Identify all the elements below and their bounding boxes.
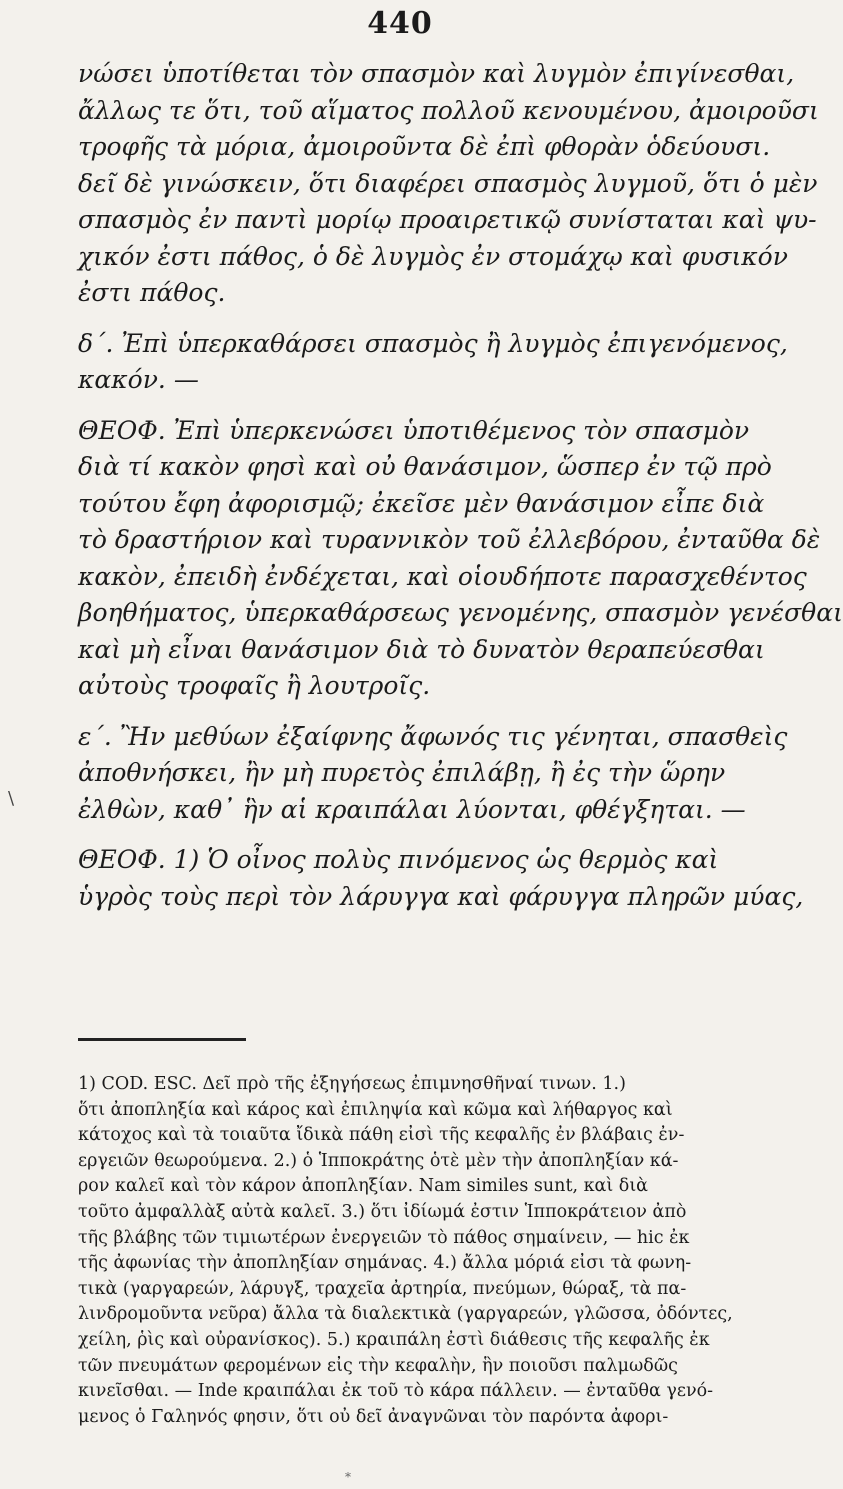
text-line: τούτου ἔφη ἀφορισμῷ; ἐκεῖσε μὲν θανάσιμον εἶπε διὰ — [78, 488, 765, 518]
text-line: δ΄. Ἐπὶ ὑπερκαθάρσει σπασμὸς ἢ λυγμὸς ἐπιγενόμενος, — [78, 328, 788, 358]
aphorism-4 — [78, 326, 788, 399]
text-line: ἐλθὼν, καθ᾽ ἣν αἱ κραιπάλαι λύονται, φθέγξηται. — — [78, 794, 746, 824]
footnote-line: τοῦτο ἀμφαλλὰξ αὐτὰ καλεῖ. 3.) ὅτι ἰδίωμά ἐστιν Ἱπποκράτειον ἀπὸ — [78, 1201, 687, 1222]
text-line: ἀποθνήσκει, ἢν μὴ πυρετὸς ἐπιλάβῃ, ἢ ἐς τὴν ὥρην — [78, 758, 726, 787]
text-line: βοηθήματος, ὑπερκαθάρσεως γενομένης, σπασμὸν γενέσθαι — [78, 598, 843, 627]
text-line: ΘΕΟΦ. Ἐπὶ ὑπερκενώσει ὑποτιθέμενος τὸν σπασμὸν — [78, 415, 750, 445]
text-line: ἄλλως τε ὅτι, τοῦ αἵματος πολλοῦ κενουμένου, ἀμοιροῦσι — [78, 95, 819, 125]
text-line: τὸ δραστήριον καὶ τυραννικὸν τοῦ ἐλλεβόρου, ἐνταῦθα δὲ — [78, 525, 821, 554]
aphorism-5 — [78, 719, 788, 829]
commentary-4 — [78, 413, 843, 705]
text-line: σπασμὸς ἐν παντὶ μορίῳ προαιρετικῷ συνίσταται καὶ ψυ- — [78, 205, 817, 234]
footnote-line: μενος ὁ Γαληνός φησιν, ὅτι οὐ δεῖ ἀναγνῶναι τὸν παρόντα ἀφορι- — [78, 1406, 669, 1427]
footnote-line: τικὰ (γαργαρεών, λάρυγξ, τραχεῖα ἀρτηρία, πνεύμων, θώραξ, τὰ πα- — [78, 1278, 687, 1299]
text-line: δεῖ δὲ γινώσκειν, ὅτι διαφέρει σπασμὸς λυγμοῦ, ὅτι ὁ μὲν — [78, 168, 818, 198]
page-bottom-mark: * — [345, 1470, 351, 1484]
footnote-line: 1) COD. ESC. Δεῖ πρὸ τῆς ἐξηγήσεως ἐπιμνησθῆναί τινων. 1.) — [78, 1074, 626, 1094]
text-line: ΘΕΟΦ. 1) Ὁ οἶνος πολὺς πινόμενος ὡς θερμὸς καὶ — [78, 845, 719, 874]
text-line: χικόν ἐστι πάθος, ὁ δὲ λυγμὸς ἐν στομάχῳ καὶ φυσικόν — [78, 241, 788, 271]
text-line: αὐτοὺς τροφαῖς ἢ λουτροῖς. — [78, 671, 431, 700]
footnote-divider — [78, 1038, 246, 1041]
text-line: κακόν. — — [78, 365, 199, 394]
footnote-line: εργειῶν θεωρούμενα. 2.) ὁ Ἱπποκράτης ὁτὲ μὲν τὴν ἀποπληξίαν κά- — [78, 1150, 679, 1171]
commentary-5 — [78, 842, 804, 915]
text-line: τροφῆς τὰ μόρια, ἀμοιροῦντα δὲ ἐπὶ φθορὰν ὁδεύουσι. — [78, 132, 771, 161]
margin-mark: \ — [8, 788, 15, 809]
text-line: κακὸν, ἐπειδὴ ἐνδέχεται, καὶ οἱουδήποτε παρασχεθέντος — [78, 561, 807, 591]
text-line: νώσει ὑποτίθεται τὸν σπασμὸν καὶ λυγμὸν ἐπιγίνεσθαι, — [78, 59, 795, 88]
footnotes — [78, 1072, 733, 1430]
text-line: ἐστι πάθος. — [78, 278, 226, 307]
footnote-line: ρον καλεῖ καὶ τὸν κάρον ἀποπληξίαν. Nam similes sunt, καὶ διὰ — [78, 1176, 648, 1197]
text-line: διὰ τί κακὸν φησὶ καὶ οὐ θανάσιμον, ὥσπερ ἐν τῷ πρὸ — [78, 452, 772, 481]
text-line: ὑγρὸς τοὺς περὶ τὸν λάρυγγα καὶ φάρυγγα πληρῶν μύας, — [78, 881, 804, 911]
page-number: 440 — [367, 6, 433, 41]
paragraph-continuation — [78, 56, 819, 312]
main-text — [78, 56, 843, 929]
footnote-line: κάτοχος καὶ τὰ τοιαῦτα ἴδικὰ πάθη εἰσὶ τῆς κεφαλῆς ἐν βλάβαις ἐν- — [78, 1125, 685, 1146]
footnote-line: τῶν πνευμάτων φερομένων εἰς τὴν κεφαλὴν, ἣν ποιοῦσι παλμωδῶς — [78, 1355, 678, 1376]
text-line: ε΄. Ἢν μεθύων ἐξαίφνης ἄφωνός τις γένηται, σπασθεὶς — [78, 721, 788, 751]
footnote-line: κινεῖσθαι. — Inde κραιπάλαι ἐκ τοῦ τὸ κάρα πάλλειν. — ἐνταῦθα γενό- — [78, 1381, 714, 1402]
footnote-line: ὅτι ἀποπληξία καὶ κάρος καὶ ἐπιληψία καὶ κῶμα καὶ λήθαργος καὶ — [78, 1099, 673, 1120]
footnote-line: τῆς ἀφωνίας τὴν ἀποπληξίαν σημάνας. 4.) ἄλλα μόριά εἰσι τὰ φωνη- — [78, 1253, 692, 1274]
footnote-line: χείλη, ῥὶς καὶ οὐρανίσκος). 5.) κραιπάλη ἐστὶ διάθεσις τῆς κεφαλῆς ἐκ — [78, 1329, 710, 1350]
footnote-line: τῆς βλάβης τῶν τιμιωτέρων ἐνεργειῶν τὸ πάθος σημαίνειν, — hic ἐκ — [78, 1227, 690, 1248]
footnote-line: λινδρομοῦντα νεῦρα) ἄλλα τὰ διαλεκτικὰ (γαργαρεών, γλῶσσα, ὀδόντες, — [78, 1304, 733, 1325]
text-line: καὶ μὴ εἶναι θανάσιμον διὰ τὸ δυνατὸν θεραπεύεσθαι — [78, 634, 765, 664]
